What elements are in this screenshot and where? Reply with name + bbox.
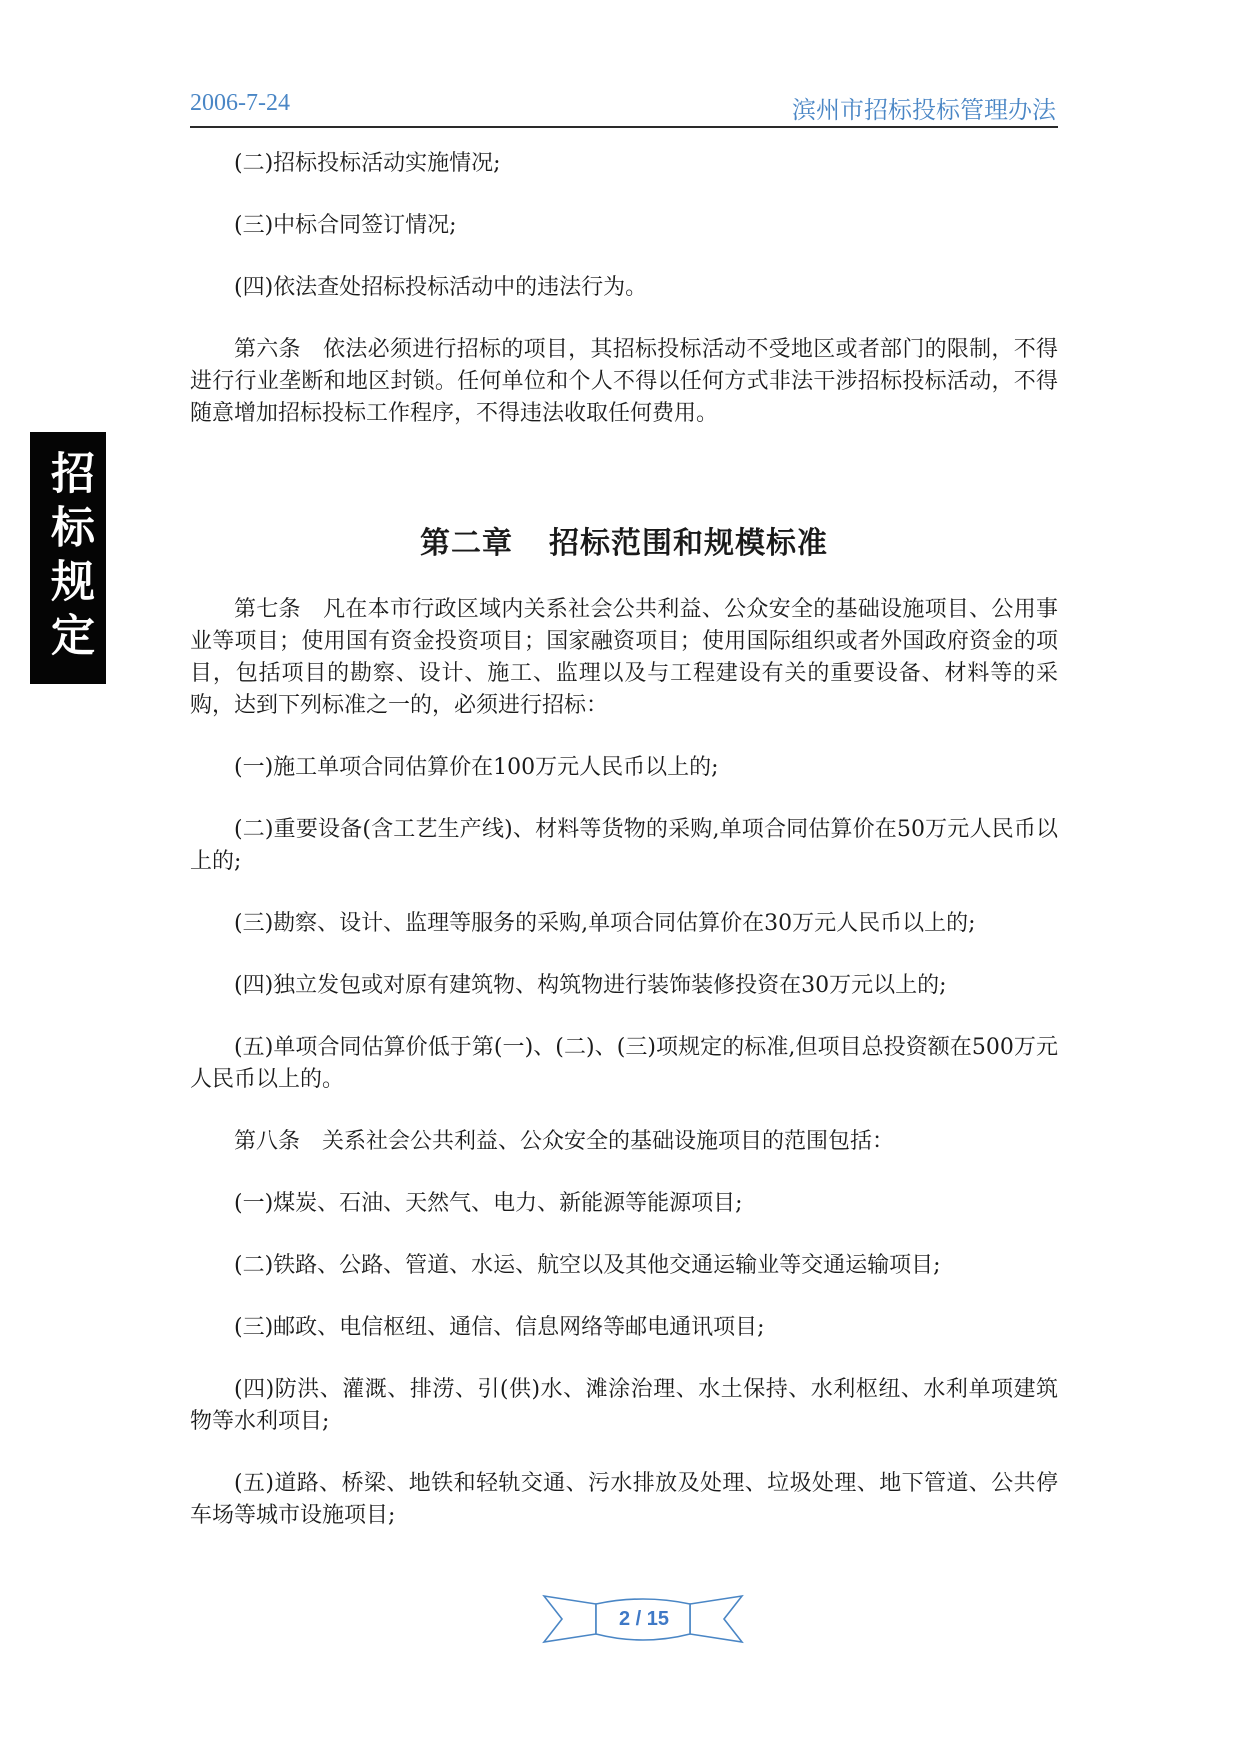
chapter-heading <box>190 528 1058 560</box>
page-number-ribbon <box>538 1590 748 1652</box>
chapter-number: 第二章 <box>420 526 513 561</box>
document-body <box>190 148 1058 1562</box>
paragraph: (三)勘察、设计、监理等服务的采购,单项合同估算价在30万元人民币以上的; <box>234 911 976 936</box>
paragraph: (四)防洪、灌溉、排涝、引(供)水、滩涂治理、水土保持、水利枢纽、水利单项建筑物等水利项目; <box>190 1377 1058 1434</box>
header-date: 2006-7-24 <box>190 90 290 116</box>
paragraph: (四)独立发包或对原有建筑物、构筑物进行装饰装修投资在30万元以上的; <box>234 973 947 998</box>
paragraph: (五)单项合同估算价低于第(一)、(二)、(三)项规定的标准,但项目总投资额在500万元人民币以上的。 <box>190 1035 1058 1092</box>
article-7: 第七条 凡在本市行政区域内关系社会公共利益、公众安全的基础设施项目、公用事业等项目；使用国有资金投资项目；国家融资项目；使用国际组织或者外国政府资金的项目，包括项目的勘察、设计、施工、监理以及与工程建设有关的重要设备、材料等的采购，达到下列标准之一的，必须进行招标： <box>190 597 1058 718</box>
paragraph: (二)重要设备(含工艺生产线)、材料等货物的采购,单项合同估算价在50万元人民币以上的; <box>190 817 1058 874</box>
paragraph: (二)铁路、公路、管道、水运、航空以及其他交通运输业等交通运输项目; <box>234 1253 941 1278</box>
paragraph: (五)道路、桥梁、地铁和轻轨交通、污水排放及处理、垃圾处理、地下管道、公共停车场等城市设施项目; <box>190 1471 1058 1528</box>
article-8: 第八条 关系社会公共利益、公众安全的基础设施项目的范围包括： <box>234 1129 895 1154</box>
paragraph: (二)招标投标活动实施情况; <box>234 151 501 176</box>
page-number: 2 / 15 <box>618 1608 670 1630</box>
side-section-tab: 招标规定 <box>30 432 106 684</box>
chapter-title: 招标范围和规模标准 <box>549 526 828 561</box>
article-6: 第六条 依法必须进行招标的项目，其招标投标活动不受地区或者部门的限制，不得进行行业垄断和地区封锁。任何单位和个人不得以任何方式非法干涉招标投标活动，不得随意增加招标投标工作程序，不得违法收取任何费用。 <box>190 337 1058 426</box>
paragraph: (一)施工单项合同估算价在100万元人民币以上的; <box>234 755 719 780</box>
paragraph: (三)中标合同签订情况; <box>234 213 457 238</box>
paragraph: (四)依法查处招标投标活动中的违法行为。 <box>234 275 648 300</box>
page-header <box>190 84 1058 128</box>
paragraph: (三)邮政、电信枢纽、通信、信息网络等邮电通讯项目; <box>234 1315 765 1340</box>
header-document-title: 滨州市招标投标管理办法 <box>792 98 1056 124</box>
paragraph: (一)煤炭、石油、天然气、电力、新能源等能源项目; <box>234 1191 743 1216</box>
